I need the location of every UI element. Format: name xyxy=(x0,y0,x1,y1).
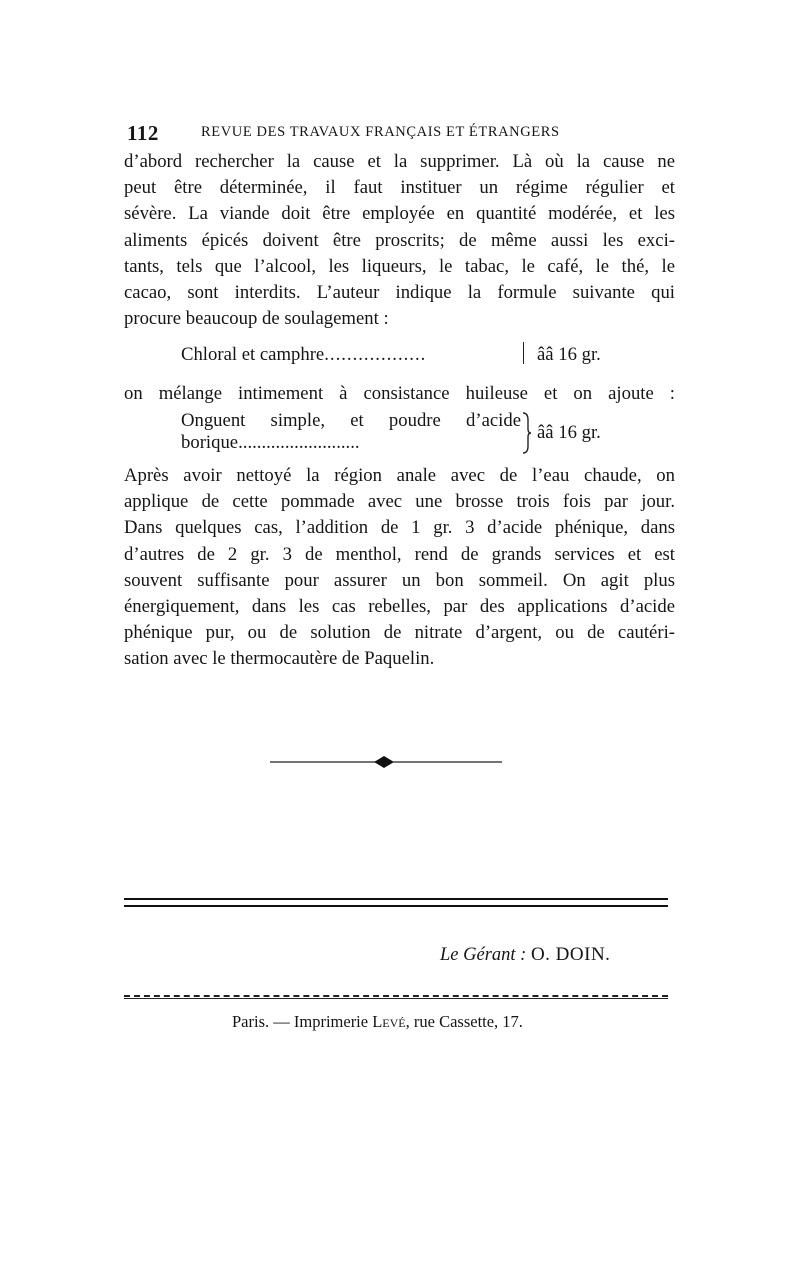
formula-leader-dots: .......................... xyxy=(238,432,360,453)
text-line: sévère. La viande doit être employée en quantité modérée, et les xyxy=(124,203,675,225)
gerant-name: O. DOIN. xyxy=(530,944,611,965)
formula-leader-dots: .................. xyxy=(324,344,427,365)
formula-dose: ââ 16 gr. xyxy=(537,422,601,443)
text-line: tants, tels que l’alcool, les liqueurs, le tabac, le café, le thé, le xyxy=(124,255,675,277)
text-line: Dans quelques cas, l’addition de 1 gr. 3 d’acide phénique, dans xyxy=(124,517,675,539)
text-line: aliments épicés doivent être proscrits; de même aussi les exci- xyxy=(124,229,675,251)
publisher-signature xyxy=(440,944,680,966)
text-line: cacao, sont interdits. L’auteur indique la formule suivante qui xyxy=(124,282,675,304)
footer-double-rule xyxy=(124,898,668,907)
running-title: REVUE DES TRAVAUX FRANÇAIS ET ÉTRANGERS xyxy=(201,124,560,140)
formula-ointment-boric xyxy=(181,408,641,458)
formula-dose: ââ 16 gr. xyxy=(537,344,601,365)
formula-ingredients-line-2 xyxy=(181,432,521,454)
mixing-instruction: on mélange intimement à consistance huileuse et on ajoute : xyxy=(124,383,675,404)
text-line: applique de cette pommade avec une brosse trois fois par jour. xyxy=(124,491,675,513)
text-line: d’abord rechercher la cause et la supprimer. Là où la cause ne xyxy=(124,151,675,172)
text-line: phénique pur, ou de solution de nitrate d’argent, ou de cautéri- xyxy=(124,622,675,644)
page-number: 112 xyxy=(127,121,159,145)
brace-icon xyxy=(523,342,526,364)
section-divider-ornament-icon xyxy=(270,754,502,770)
footer-dashed-rule xyxy=(124,995,668,999)
formula-ingredient: borique xyxy=(181,432,239,453)
formula-ingredients-line-1: Onguent simple, et poudre d’acide xyxy=(181,410,521,431)
text-line: sation avec le thermocautère de Paquelin. xyxy=(124,648,435,670)
paragraph-treatment-diet xyxy=(124,149,675,332)
text-line: d’autres de 2 gr. 3 de menthol, rend de grands services et est xyxy=(124,543,675,565)
text-line: souvent suffisante pour assurer un bon sommeil. On agit plus xyxy=(124,569,675,591)
imprint-prefix: Paris. — Imprimerie xyxy=(232,1012,369,1031)
curly-brace-icon xyxy=(522,412,532,454)
text-line: peut être déterminée, il faut instituer un régime régulier et xyxy=(124,177,675,199)
gerant-label: Le Gérant : xyxy=(440,945,527,965)
text-line: procure beaucoup de soulagement : xyxy=(124,308,389,330)
text-line: Après avoir nettoyé la région anale avec de l’eau chaude, on xyxy=(124,465,675,486)
imprint-address: rue Cassette, 17. xyxy=(413,1012,523,1031)
formula-chloral-camphor xyxy=(181,342,641,368)
formula-ingredients: Chloral et camphre xyxy=(181,344,325,365)
printer-imprint xyxy=(232,1012,592,1032)
paragraph-application xyxy=(124,463,675,673)
imprint-printer-name: Levé, xyxy=(372,1012,410,1031)
text-line: énergiquement, dans les cas rebelles, par des applications d’acide xyxy=(124,596,675,618)
running-header xyxy=(127,121,675,143)
